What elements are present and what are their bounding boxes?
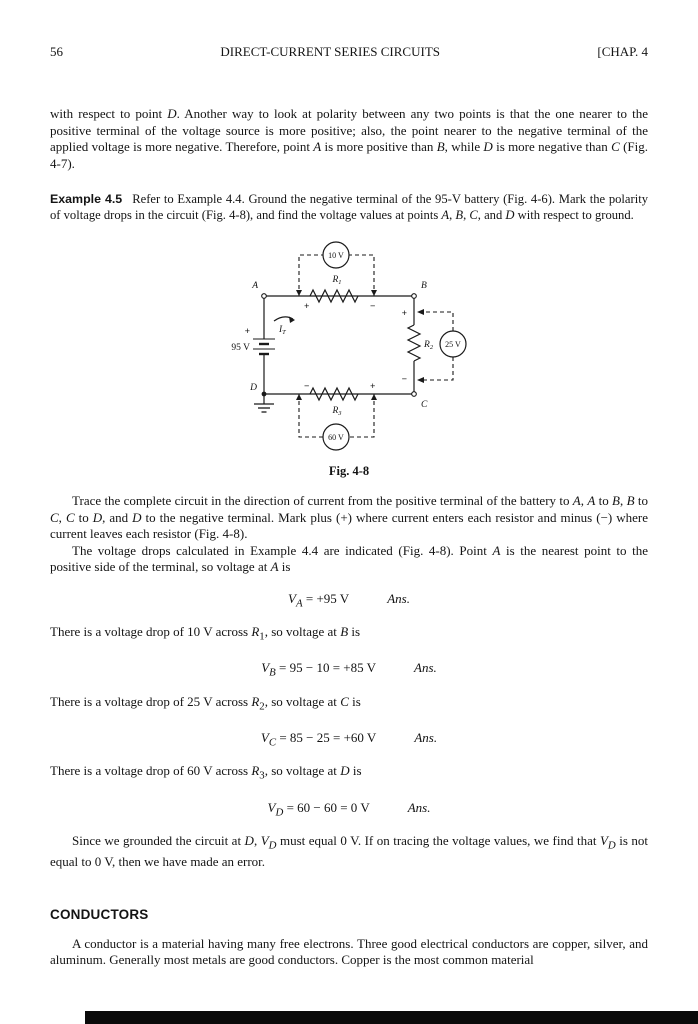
chapter-label: [CHAP. 4 [597, 44, 648, 59]
equation-vc [50, 730, 648, 749]
equation-va-expr: $V_A = +95$ V [288, 590, 350, 610]
figure-caption: Fig. 4-8 [328, 464, 370, 478]
resistor-r3 [304, 382, 375, 417]
example-text: Refer to Example 4.4. Ground the negative terminal of the 95-V battery (Fig. 4-6). Mark the polarity of voltage drops in the circuit (Fig. 4-8), and find the voltage values at points A, B, C, and D with respect to ground. [50, 192, 649, 222]
resistor-r1 [304, 275, 375, 312]
voltmeter-25v [440, 331, 466, 357]
equation-va-ans: Ans. [387, 590, 410, 606]
circuit-wires [264, 296, 414, 394]
svg-text:60 V: 60 V [328, 433, 344, 442]
svg-text:10 V: 10 V [328, 251, 344, 260]
r3-plus-sign: + [370, 382, 376, 392]
battery-plus-sign: + [244, 327, 250, 337]
equation-vb-expr: $V_B = 95 - 10 = +85$ V [261, 660, 377, 679]
resistor-r3-label: $R_3$ [332, 406, 342, 417]
page-header [50, 44, 648, 60]
node-a-terminal [262, 294, 267, 299]
example-label: Example 4.5 [50, 192, 123, 206]
equation-vc-ans: Ans. [414, 729, 438, 745]
page-number: 56 [50, 44, 63, 59]
current-label: $I_T$ [279, 325, 286, 336]
conductors-heading: CONDUCTORS [50, 906, 149, 922]
voltmeter-10v [323, 242, 349, 268]
r1-minus-sign: − [370, 302, 376, 312]
node-c-label: C [421, 400, 428, 410]
resistor-r2 [402, 309, 434, 385]
resistor-r2-label: $R_2$ [424, 340, 434, 351]
node-c-terminal [412, 392, 417, 397]
paragraph-vd: There is a voltage drop of 60 V across $R_3$, so voltage at D is [50, 763, 362, 783]
figure-4-8 [50, 239, 648, 479]
scan-edge-bar [85, 1011, 698, 1024]
node-d-label: D [250, 383, 257, 393]
voltmeter-60v [323, 424, 349, 450]
circuit-diagram [224, 239, 474, 459]
intro-paragraph: with respect to point D. Another way to look at polarity between any two points is that the one nearer to the positive terminal of the voltage source is more positive; also, the point nearer to the negative terminal of the applied voltage is more negative. Therefore, point A is more positive than B, while D is more negative than C (Fig. 4-7). [50, 106, 649, 171]
node-b-terminal [412, 294, 417, 299]
r3-minus-sign: − [304, 382, 310, 392]
drops-paragraph: The voltage drops calculated in Example 4.4 are indicated (Fig. 4-8). Point A is the nearest point to the positive side of the terminal, so voltage at A is [50, 542, 648, 574]
equation-vd [50, 800, 648, 819]
r1-plus-sign: + [304, 302, 310, 312]
conductors-paragraph: A conductor is a material having many free electrons. Three good electrical conductors are copper, silver, and aluminum. Generally most metals are good conductors. Copper is the most common material [50, 935, 648, 968]
example-block [50, 191, 648, 223]
paragraph-vc: There is a voltage drop of 25 V across $R_2$, so voltage at C is [50, 693, 361, 713]
resistor-r1-label: $R_1$ [332, 275, 342, 286]
node-a-label: A [252, 281, 258, 291]
equation-va [50, 591, 648, 610]
node-b-label: B [421, 281, 427, 291]
running-title: DIRECT-CURRENT SERIES CIRCUITS [220, 44, 440, 59]
ground-icon [254, 394, 274, 412]
svg-text:25 V: 25 V [445, 340, 461, 349]
equation-vd-ans: Ans. [407, 799, 431, 815]
r2-plus-sign: + [401, 309, 407, 319]
paragraph-vb: There is a voltage drop of 10 V across $R_1$, so voltage at B is [50, 624, 361, 643]
equation-vb-ans: Ans. [414, 660, 437, 676]
equation-vb [50, 660, 648, 679]
equation-vc-expr: $V_C = 85 - 25 = +60$ V [260, 729, 377, 749]
current-arrow [274, 317, 295, 337]
battery-symbol [231, 327, 275, 354]
r2-minus-sign: − [401, 375, 407, 385]
trace-paragraph: Trace the complete circuit in the direction of current from the positive terminal of the battery to A, A to B, B to C, C to D, and D to the negative terminal. Mark plus (+) where current enters each resistor and minus (−) where current leaves each resistor (Fig. 4-8). [50, 493, 648, 541]
equation-vd-expr: $V_D = 60 - 60 = 0$ V [267, 799, 370, 819]
grounded-paragraph: Since we grounded the circuit at D, $V_D$ must equal 0 V. If on tracing the voltage values, we find that $V_D$ is not equal to 0 V, then we have made an error. [50, 833, 648, 870]
battery-voltage-label: 95 V [231, 343, 250, 353]
